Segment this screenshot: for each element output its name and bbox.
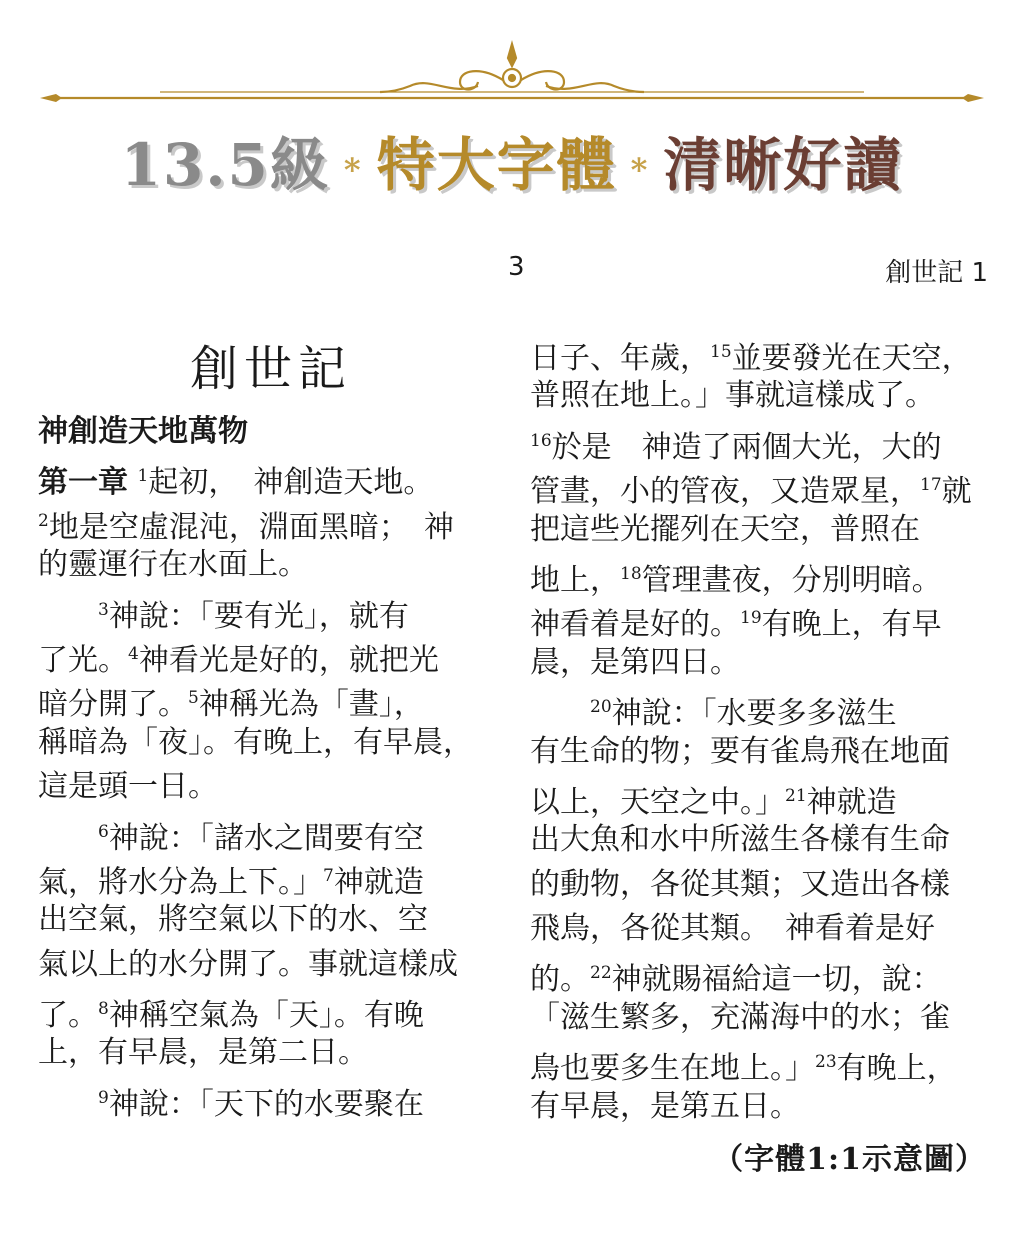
verse-text: 神說：「要有光」，就有	[108, 598, 409, 634]
verse-number: 22	[590, 963, 612, 984]
verse-number: 6	[98, 821, 109, 842]
verse-text: 神稱空氣為「天」。有晚	[108, 998, 424, 1034]
verse-text: 氣，將水分為上下。」	[38, 864, 323, 900]
verse-text: 於是 神造了兩個大光，大的	[551, 429, 942, 465]
verse-number: 9	[98, 1087, 109, 1108]
verse-text: 出空氣，將空氣以下的水、空	[38, 902, 428, 938]
verse-text: 暗分開了。	[38, 687, 188, 723]
verse-text: 神稱光為「晝」，	[198, 687, 424, 723]
promo-banner	[0, 118, 1024, 208]
verse-text: 神說：「天下的水要聚在	[108, 1086, 424, 1122]
verse-number: 20	[590, 697, 612, 718]
text-line	[530, 996, 990, 1040]
text-line	[38, 943, 504, 987]
verse-text: 了。	[38, 998, 98, 1034]
verse-number: 17	[920, 475, 942, 496]
text-line	[530, 596, 990, 643]
text-line	[530, 330, 990, 374]
text-line	[38, 765, 504, 809]
banner-star-2: *	[630, 151, 650, 189]
verse-text: 的。	[530, 962, 590, 998]
font-scale-note: （字體1:1示意圖）	[713, 1142, 986, 1177]
verse-text: 晨，是第四日。	[530, 644, 740, 680]
text-line	[38, 898, 504, 942]
verse-text: 起初， 神創造天地。	[148, 465, 434, 501]
verse-text: 這是頭一日。	[38, 769, 218, 805]
verse-text: 管理晝夜，分別明暗。	[641, 562, 942, 598]
verse-text: 出大魚和水中所滋生各樣有生命	[530, 822, 950, 858]
verse-text: 神就賜福給這一切，說：	[611, 962, 942, 998]
verse-text: 並要發光在天空，	[731, 341, 972, 376]
paragraph-indent	[38, 821, 98, 856]
paragraph-indent	[38, 1087, 98, 1122]
verse-number: 4	[128, 643, 139, 664]
verse-text: 管晝，小的管夜，又造眾星，	[530, 474, 920, 510]
verse-text: 稱暗為「夜」。有晚上，有早晨，	[38, 724, 473, 760]
chapter-label: 第一章	[38, 465, 128, 501]
verse-text: 地是空虛混沌，淵面黑暗； 神	[48, 509, 454, 545]
verse-text: 飛鳥，各從其類。 神看着是好	[530, 911, 935, 947]
verse-number: 18	[620, 563, 642, 584]
verse-text: 神說：「水要多多滋生	[611, 696, 897, 732]
verse-text: 日子、年歲，	[530, 341, 710, 376]
text-line	[530, 685, 990, 732]
verse-text: 有晚上，	[836, 1051, 957, 1087]
verse-number: 15	[710, 342, 732, 362]
text-line	[530, 641, 990, 685]
paragraph-indent	[530, 696, 590, 731]
right-column	[530, 330, 990, 1129]
verse-text: 鳥也要多生在地上。」	[530, 1051, 815, 1087]
text-line	[38, 854, 504, 898]
verse-number: 5	[188, 688, 199, 709]
verse-text: 普照在地上。」事就這樣成了。	[530, 378, 935, 414]
text-line	[530, 508, 990, 552]
verse-text: 神看着是好的。	[530, 607, 740, 643]
text-line	[530, 730, 990, 774]
text-line	[530, 374, 990, 418]
text-line	[38, 810, 504, 854]
banner-size-text: 13.5級	[120, 131, 330, 199]
verse-number: 23	[815, 1052, 837, 1073]
verse-number: 3	[98, 599, 109, 620]
verse-number: 16	[530, 430, 552, 451]
verse-number: 1	[137, 466, 149, 487]
text-line	[530, 818, 990, 862]
text-line	[530, 907, 990, 951]
text-line	[38, 1076, 504, 1120]
verse-text: 神看光是好的，就把光	[138, 642, 439, 678]
verse-text: 有生命的物；要有雀鳥飛在地面	[530, 733, 950, 769]
verse-text: 有晚上，有早	[761, 607, 942, 643]
verse-number: 8	[98, 999, 109, 1020]
verse-number: 7	[323, 865, 334, 886]
verse-text: 把這些光擺列在天空，普照在	[530, 511, 920, 547]
banner-star-1: *	[343, 151, 363, 189]
banner-readable-text: 清晰好讀	[663, 131, 904, 199]
verse-text: 了光。	[38, 642, 128, 678]
verse-text: 神就造	[806, 784, 897, 820]
text-line	[530, 552, 990, 596]
text-line	[38, 499, 504, 543]
text-line	[38, 987, 504, 1034]
verse-text: 「滋生繁多，充滿海中的水；雀	[530, 999, 950, 1035]
running-header: 創世記 1	[885, 258, 988, 288]
verse-text: 神就造	[333, 864, 424, 900]
verse-text: 的靈運行在水面上。	[38, 547, 308, 583]
text-line	[530, 774, 990, 818]
left-column-text	[38, 454, 504, 1120]
verse-number: 2	[38, 510, 49, 531]
book-title: 創世記	[189, 341, 352, 397]
verse-text: 氣以上的水分開了。事就這樣成	[38, 946, 458, 982]
verse-text: 地上，	[530, 562, 620, 598]
verse-number: 21	[785, 785, 807, 806]
verse-text: 就	[941, 474, 972, 510]
verse-text: 以上，天空之中。」	[530, 784, 785, 820]
page-number: 3	[508, 252, 525, 282]
text-line	[530, 951, 990, 998]
text-line	[38, 676, 504, 723]
verse-text: 有早晨，是第五日。	[530, 1088, 800, 1124]
text-line	[530, 419, 990, 463]
right-column-text	[530, 330, 990, 1129]
verse-text: 上，有早晨，是第二日。	[38, 1035, 368, 1071]
text-line	[530, 1085, 990, 1129]
verse-text: 神說：「諸水之間要有空	[108, 820, 424, 856]
verse-number: 19	[740, 608, 762, 629]
text-line	[530, 863, 990, 907]
text-line	[38, 588, 504, 632]
text-line	[38, 543, 504, 587]
paragraph-indent	[38, 599, 98, 634]
left-column	[38, 410, 504, 1120]
verse-text: 的動物，各從其類；又造出各樣	[530, 866, 950, 902]
banner-large-print-text: 特大字體	[376, 131, 617, 199]
section-heading: 神創造天地萬物	[38, 414, 248, 449]
text-line	[38, 1031, 504, 1075]
text-line	[38, 632, 504, 676]
text-line	[38, 721, 504, 765]
decorative-scroll-ornament	[40, 36, 984, 110]
text-line	[530, 463, 990, 510]
text-line	[38, 454, 504, 501]
text-line	[530, 1040, 990, 1087]
